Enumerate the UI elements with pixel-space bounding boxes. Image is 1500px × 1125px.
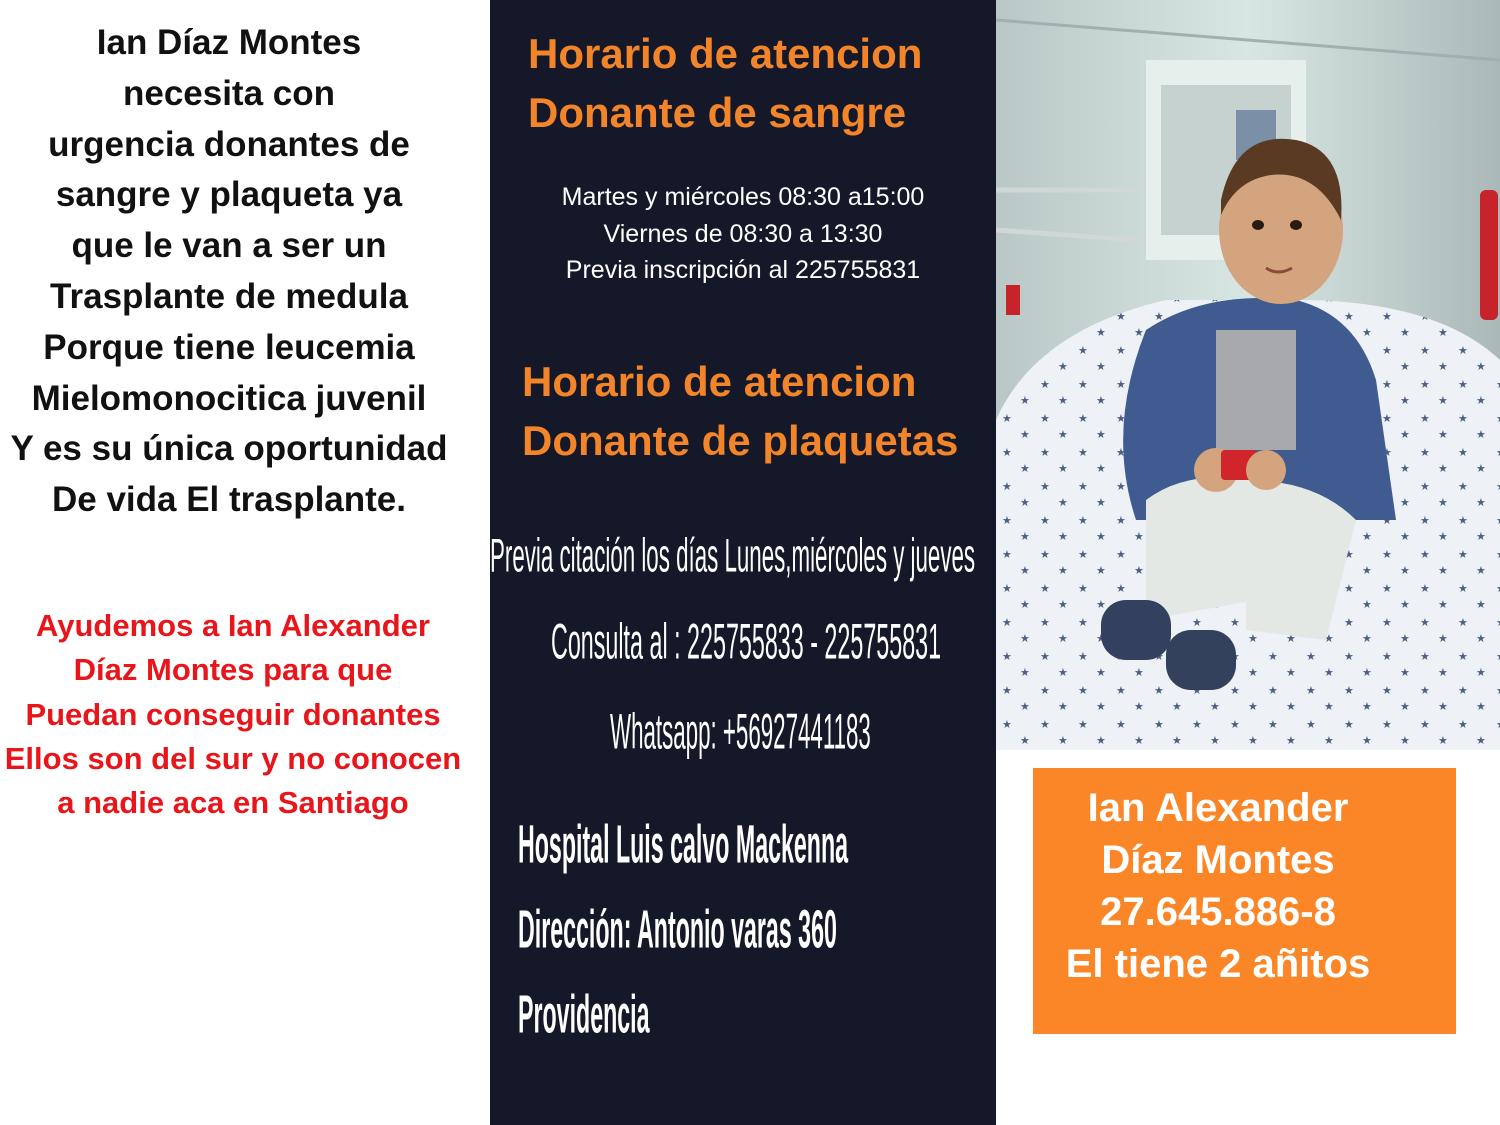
appeal-line: Mielomonocitica juvenil (31, 378, 427, 418)
left-column (0, 0, 490, 1125)
child-info-card (1033, 768, 1456, 1034)
platelet-donor-heading (522, 352, 958, 470)
child-info-text (1033, 782, 1403, 990)
appeal-line: Trasplante de medula (50, 276, 408, 316)
heading-line: Horario de atencion (528, 30, 923, 77)
appeal-line: Ian Díaz Montes (96, 23, 362, 62)
schedule-panel (490, 0, 996, 1125)
card-line: Ian Alexander (1087, 786, 1349, 830)
card-line: 27.645.886-8 (1100, 890, 1336, 934)
hospital-commune: Providencia (518, 985, 650, 1045)
help-line: Puedan conseguir donantes (25, 696, 441, 732)
hospital-address: Dirección: Antonio varas 360 (518, 900, 837, 960)
schedule-line: Martes y miércoles 08:30 a15:00 (561, 183, 925, 211)
consult-phone-text: Consulta al : 225755833 - 225755831 (551, 614, 942, 670)
hospital-name: Hospital Luis calvo Mackenna (518, 815, 849, 875)
schedule-line: Previa inscripción al 225755831 (565, 256, 921, 284)
appeal-line: que le van a ser un (71, 226, 387, 266)
heading-line: Horario de atencion (522, 358, 917, 405)
help-line: Ellos son del sur y no conocen (4, 740, 462, 776)
help-line: Ayudemos a Ian Alexander (36, 608, 430, 643)
help-request-text (0, 604, 466, 825)
heading-line: Donante de sangre (528, 89, 907, 136)
blood-donor-heading (528, 24, 922, 142)
help-line: Díaz Montes para que (73, 652, 393, 688)
blood-donor-schedule (490, 179, 996, 289)
whatsapp-text: Whatsapp: +56927441183 (610, 703, 871, 760)
appeal-line: urgencia donantes de (48, 124, 410, 164)
appeal-line: Y es su única oportunidad (10, 429, 448, 469)
appeal-line: sangre y plaqueta ya (55, 175, 403, 215)
appeal-line: necesita con (122, 73, 336, 113)
appeal-line: De vida El trasplante. (51, 480, 407, 520)
card-line: Díaz Montes (1101, 838, 1335, 882)
platelet-citation-text: Previa citación los días Lunes,miércoles y jueves (490, 528, 976, 583)
help-line: a nadie aca en Santiago (57, 785, 409, 821)
schedule-line: Viernes de 08:30 a 13:30 (603, 219, 883, 248)
card-line: El tiene 2 añitos (1065, 942, 1371, 986)
child-photo (996, 0, 1500, 750)
appeal-text (0, 18, 458, 526)
heading-line: Donante de plaquetas (522, 417, 959, 464)
appeal-line: Porque tiene leucemia (43, 327, 415, 367)
